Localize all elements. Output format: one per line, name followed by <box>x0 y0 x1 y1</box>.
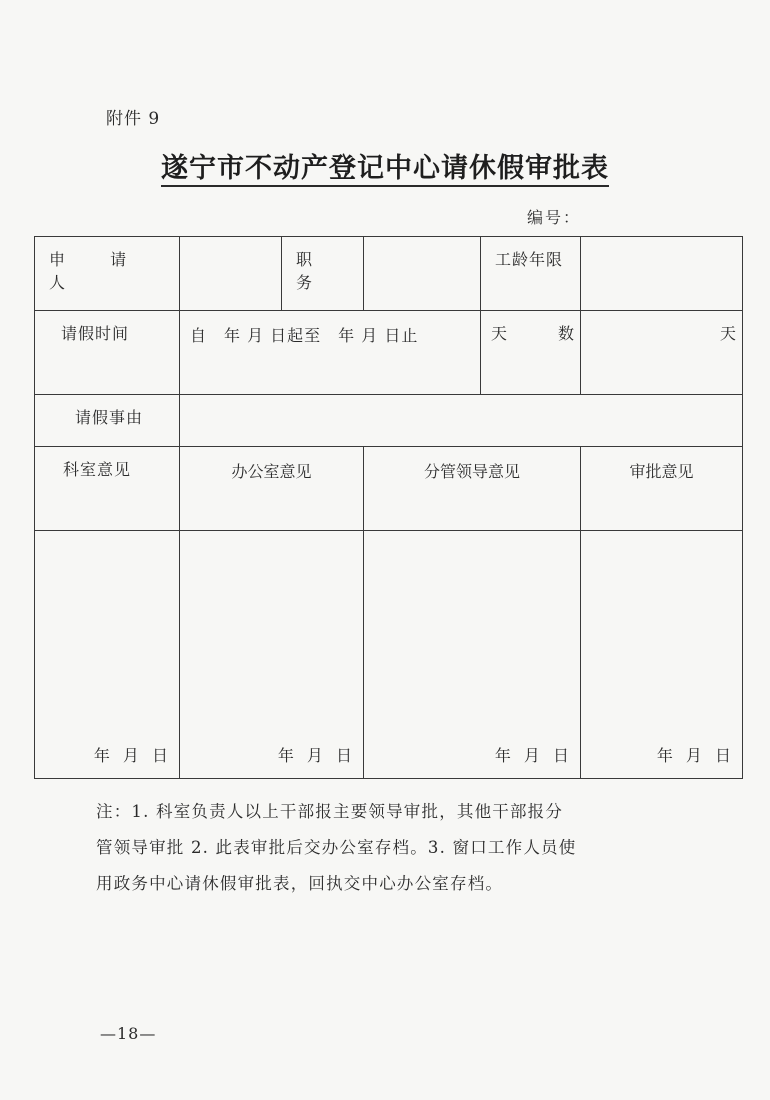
approval-date: 年 月 日 <box>656 746 732 765</box>
note-line-1: 注：1. 科室负责人以上干部报主要领导审批，其他干部报分 <box>96 802 564 821</box>
office-opinion-cell[interactable] <box>180 531 364 779</box>
days-unit: 天 <box>719 324 736 343</box>
leave-reason-label: 请假事由 <box>75 408 144 427</box>
applicant-value-cell[interactable] <box>180 237 282 311</box>
note-line-3: 用政务中心请休假审批表，回执交中心办公室存档。 <box>96 874 504 893</box>
approval-opinion-label: 审批意见 <box>629 462 694 481</box>
page-number: —18— <box>100 1024 157 1043</box>
seniority-label: 工龄年限 <box>495 250 564 269</box>
section-opinion-cell[interactable] <box>35 531 180 779</box>
attachment-label: 附件 9 <box>106 109 161 129</box>
applicant-row <box>35 237 743 311</box>
seniority-value-cell[interactable] <box>581 237 743 311</box>
section-opinion-label: 科室意见 <box>63 460 132 479</box>
reason-row <box>35 395 743 447</box>
leave-time-row <box>35 311 743 395</box>
leader-opinion-cell[interactable] <box>364 531 581 779</box>
office-date: 年 月 日 <box>277 746 353 765</box>
opinion-header-row <box>35 447 743 531</box>
leader-date: 年 月 日 <box>494 746 570 765</box>
leave-period-text: 自 年 月 日起至 年 月 日止 <box>190 326 419 345</box>
leader-opinion-label: 分管领导意见 <box>423 462 520 481</box>
form-title-text: 遂宁市不动产登记中心请休假审批表 <box>161 153 609 187</box>
approval-opinion-cell[interactable] <box>581 531 743 779</box>
applicant-label: 申 请 人 <box>49 250 147 292</box>
leave-period-cell[interactable] <box>180 311 481 395</box>
signature-row <box>35 531 743 779</box>
position-value-cell[interactable] <box>364 237 481 311</box>
days-value-cell[interactable] <box>581 311 743 395</box>
form-title <box>0 146 770 185</box>
leave-reason-cell[interactable] <box>180 395 743 447</box>
leave-approval-table <box>34 236 743 779</box>
form-number-label: 编号： <box>527 208 582 227</box>
position-label: 职 务 <box>296 250 333 292</box>
days-label: 天 数 <box>491 324 574 343</box>
form-notes <box>96 794 676 902</box>
note-line-2: 管领导审批 2. 此表审批后交办公室存档。3. 窗口工作人员使 <box>96 838 577 857</box>
section-date: 年 月 日 <box>93 746 169 765</box>
leave-time-label: 请假时间 <box>61 324 130 343</box>
office-opinion-label: 办公室意见 <box>231 462 312 481</box>
